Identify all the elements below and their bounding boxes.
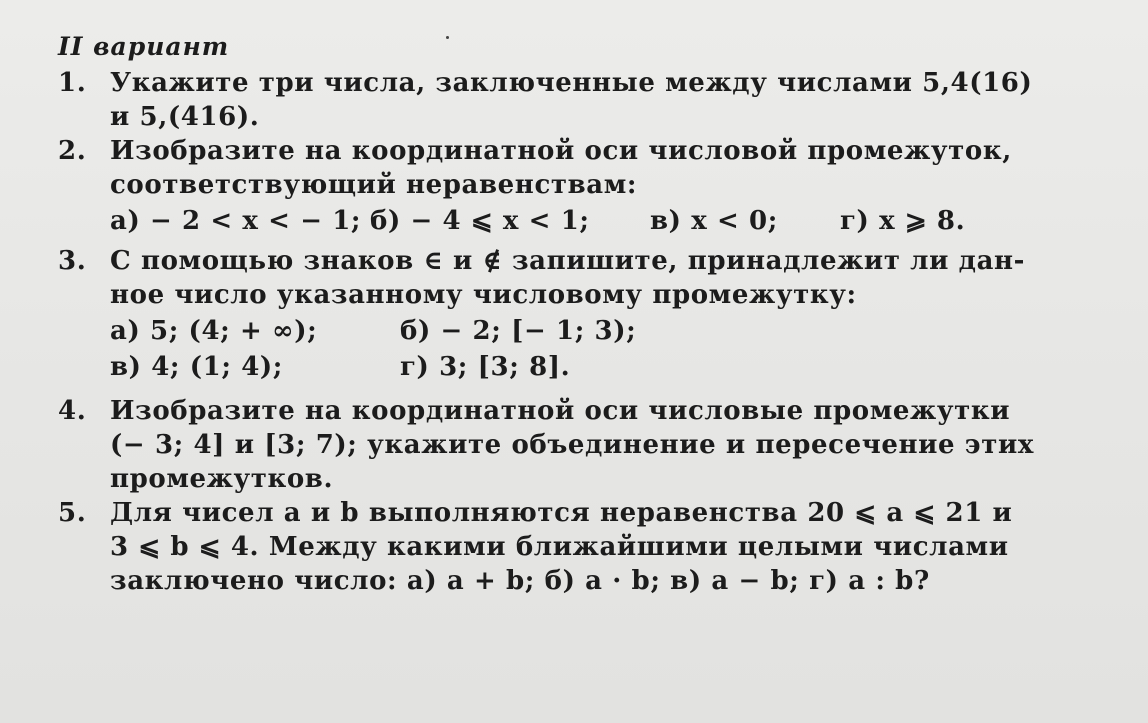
answer-options-row-2 [110, 350, 1068, 384]
answer-options-row-1 [110, 314, 1068, 348]
problem-text-line: Изобразите на координатной оси числовой промежуток, [110, 136, 1012, 166]
variant-heading: II вариант [58, 32, 230, 61]
problem-number: 1. [58, 68, 87, 98]
problem-text-line: (− 3; 4] и [3; 7); укажите объединение и пересечение этих [110, 430, 1034, 460]
problem-3 [58, 244, 1068, 384]
option-b: б) − 2; [− 1; 3); [400, 316, 637, 346]
answer-options [110, 204, 1068, 238]
option-d: г) x ⩾ 8. [840, 206, 966, 236]
option-b: б) − 4 ⩽ x < 1; [370, 206, 590, 236]
problem-text-line: 3 ⩽ b ⩽ 4. Между какими ближайшими целыми числами [110, 532, 1009, 562]
problem-number: 3. [58, 246, 87, 276]
problem-2 [58, 134, 1068, 238]
option-c: в) x < 0; [650, 206, 778, 236]
option-d: г) 3; [3; 8]. [400, 352, 571, 382]
problem-text-line: соответствующий неравенствам: [110, 170, 638, 200]
problem-text-line: и 5,(416). [110, 102, 260, 132]
problem-text-line: ное число указанному числовому промежутку: [110, 280, 857, 310]
problem-text-line: Укажите три числа, заключенные между числами 5,4(16) [110, 68, 1033, 98]
option-a: а) 5; (4; + ∞); [110, 316, 318, 346]
option-c: в) 4; (1; 4); [110, 352, 283, 382]
worksheet-content [58, 30, 1068, 598]
option-a: а) − 2 < x < − 1; [110, 206, 362, 236]
problem-number: 4. [58, 396, 87, 426]
problem-1 [58, 66, 1068, 134]
problem-number: 2. [58, 136, 87, 166]
problem-text-line: заключено число: а) a + b; б) a · b; в) a − b; г) a : b? [110, 566, 930, 596]
problem-4 [58, 394, 1068, 496]
problem-text-line: промежутков. [110, 464, 334, 494]
problem-number: 5. [58, 498, 87, 528]
problem-text-line: Изобразите на координатной оси числовые промежутки [110, 396, 1011, 426]
problem-5 [58, 496, 1068, 598]
problem-text-line: С помощью знаков ∈ и ∉ запишите, принадлежит ли дан- [110, 246, 1026, 276]
problem-text-line: Для чисел a и b выполняются неравенства 20 ⩽ a ⩽ 21 и [110, 498, 1013, 528]
